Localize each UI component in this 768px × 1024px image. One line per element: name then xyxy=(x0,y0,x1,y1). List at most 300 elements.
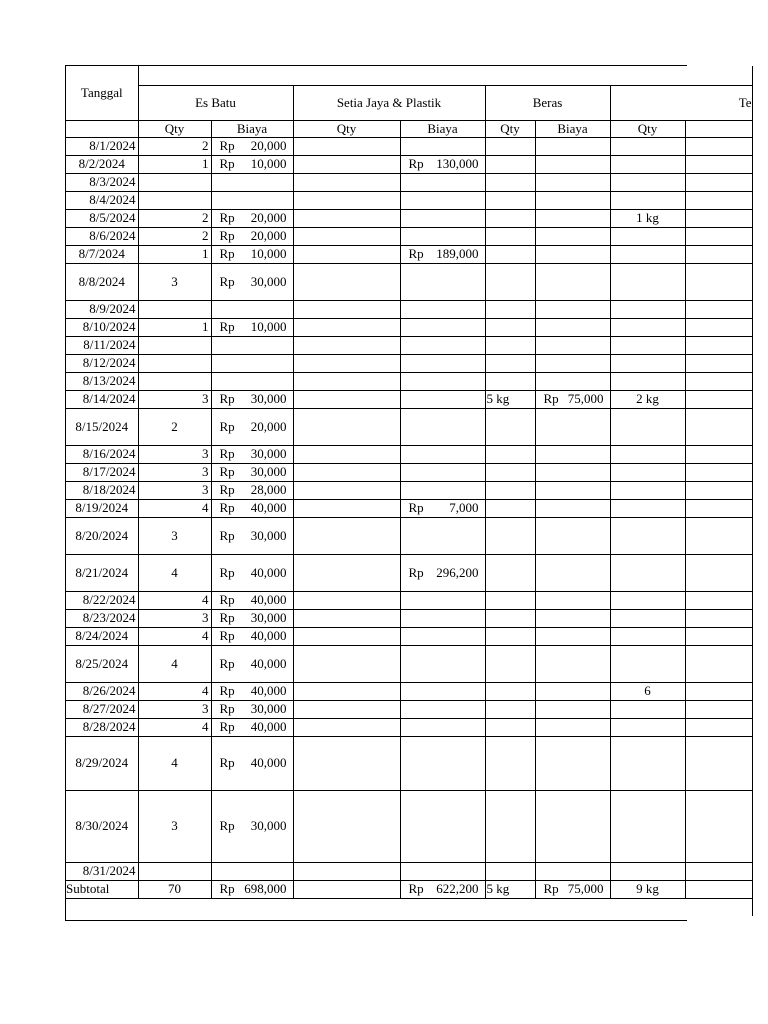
es-batu-cost-cell[interactable] xyxy=(211,554,293,591)
setia-jaya-qty-cell[interactable] xyxy=(293,627,400,645)
subheader-qty xyxy=(138,120,211,137)
te-qty-cell[interactable] xyxy=(610,137,685,155)
setia-jaya-qty-cell[interactable] xyxy=(293,718,400,736)
date-text: 8/21/2024 xyxy=(75,564,129,580)
setia-jaya-cost-cell[interactable] xyxy=(400,445,485,463)
currency-label: Rp xyxy=(219,683,235,698)
beras-cost-cell[interactable] xyxy=(535,499,610,517)
header-text: Tanggal xyxy=(80,84,123,100)
date-cell[interactable] xyxy=(66,517,138,554)
table-row xyxy=(66,300,752,318)
setia-jaya-qty-cell[interactable] xyxy=(293,336,400,354)
es-batu-cost-cell[interactable] xyxy=(211,609,293,627)
beras-qty-cell[interactable] xyxy=(485,445,535,463)
te-qty-cell[interactable] xyxy=(610,300,685,318)
es-batu-cost-cell[interactable] xyxy=(211,173,293,191)
setia-jaya-qty-cell[interactable] xyxy=(293,554,400,591)
te-qty-cell[interactable] xyxy=(610,736,685,790)
es-batu-qty-total[interactable] xyxy=(138,880,211,898)
date-cell[interactable] xyxy=(66,372,138,390)
currency-label: Rp xyxy=(219,464,235,479)
table-row xyxy=(66,245,752,263)
beras-cost-total[interactable] xyxy=(535,880,610,898)
qty-text: 4 xyxy=(202,500,209,515)
table-row xyxy=(66,445,752,463)
beras-qty-cell[interactable] xyxy=(485,227,535,245)
date-cell[interactable] xyxy=(66,736,138,790)
date-cell[interactable] xyxy=(66,862,138,880)
te-qty-cell[interactable] xyxy=(610,191,685,209)
setia-jaya-cost-cell[interactable] xyxy=(400,862,485,880)
date-cell[interactable] xyxy=(66,554,138,591)
es-batu-qty-cell[interactable] xyxy=(138,372,211,390)
beras-qty-cell[interactable] xyxy=(485,408,535,445)
setia-jaya-qty-cell[interactable] xyxy=(293,736,400,790)
es-batu-qty-cell[interactable] xyxy=(138,627,211,645)
beras-cost-cell[interactable] xyxy=(535,481,610,499)
es-batu-qty-cell[interactable] xyxy=(138,300,211,318)
es-batu-qty-cell[interactable] xyxy=(138,609,211,627)
date-cell[interactable] xyxy=(66,609,138,627)
setia-jaya-cost-cell[interactable] xyxy=(400,591,485,609)
beras-qty-cell[interactable] xyxy=(485,209,535,227)
es-batu-cost-total[interactable] xyxy=(211,880,293,898)
es-batu-cost-cell[interactable] xyxy=(211,336,293,354)
table-row xyxy=(66,499,752,517)
date-cell[interactable] xyxy=(66,336,138,354)
beras-qty-cell[interactable] xyxy=(485,390,535,408)
setia-jaya-qty-cell[interactable] xyxy=(293,318,400,336)
setia-jaya-cost-cell[interactable] xyxy=(400,390,485,408)
setia-jaya-qty-cell[interactable] xyxy=(293,790,400,862)
beras-cost-cell[interactable] xyxy=(535,790,610,862)
table-row xyxy=(66,318,752,336)
beras-qty-cell[interactable] xyxy=(485,645,535,682)
beras-qty-cell[interactable] xyxy=(485,591,535,609)
beras-cost-cell[interactable] xyxy=(535,700,610,718)
setia-jaya-qty-cell[interactable] xyxy=(293,227,400,245)
hidden-cell xyxy=(685,445,752,463)
setia-jaya-cost-cell[interactable] xyxy=(400,372,485,390)
es-batu-cost-cell[interactable] xyxy=(211,463,293,481)
hidden-cell xyxy=(685,318,752,336)
te-qty-cell[interactable] xyxy=(610,227,685,245)
es-batu-cost-cell[interactable] xyxy=(211,155,293,173)
beras-cost-cell[interactable] xyxy=(535,390,610,408)
beras-qty-cell[interactable] xyxy=(485,499,535,517)
beras-cost-cell[interactable] xyxy=(535,209,610,227)
es-batu-qty-cell[interactable] xyxy=(138,191,211,209)
te-qty-cell[interactable] xyxy=(610,481,685,499)
setia-jaya-qty-total[interactable] xyxy=(293,880,400,898)
beras-cost-cell[interactable] xyxy=(535,155,610,173)
setia-jaya-qty-cell[interactable] xyxy=(293,517,400,554)
date-cell[interactable] xyxy=(66,481,138,499)
te-qty-cell[interactable] xyxy=(610,263,685,300)
setia-jaya-qty-cell[interactable] xyxy=(293,263,400,300)
qty-text: 1 xyxy=(202,319,209,334)
qty-text: 4 xyxy=(202,719,209,734)
amount-value: 40,000 xyxy=(250,719,287,734)
table-row xyxy=(66,191,752,209)
date-text: 8/19/2024 xyxy=(75,500,129,515)
beras-cost-cell[interactable] xyxy=(535,645,610,682)
setia-jaya-qty-cell[interactable] xyxy=(293,700,400,718)
es-batu-qty-cell[interactable] xyxy=(138,463,211,481)
beras-qty-cell[interactable] xyxy=(485,627,535,645)
beras-cost-cell[interactable] xyxy=(535,609,610,627)
setia-jaya-qty-cell[interactable] xyxy=(293,137,400,155)
es-batu-cost-cell[interactable] xyxy=(211,245,293,263)
date-cell[interactable] xyxy=(66,700,138,718)
es-batu-cost-cell[interactable] xyxy=(211,227,293,245)
beras-qty-cell[interactable] xyxy=(485,245,535,263)
es-batu-cost-cell[interactable] xyxy=(211,736,293,790)
beras-cost-cell[interactable] xyxy=(535,517,610,554)
qty-text: 5 kg xyxy=(486,391,510,406)
te-qty-cell[interactable] xyxy=(610,463,685,481)
beras-qty-cell[interactable] xyxy=(485,372,535,390)
beras-cost-cell[interactable] xyxy=(535,736,610,790)
setia-jaya-cost-cell[interactable] xyxy=(400,682,485,700)
beras-cost-cell[interactable] xyxy=(535,682,610,700)
es-batu-qty-cell[interactable] xyxy=(138,517,211,554)
date-cell[interactable] xyxy=(66,627,138,645)
beras-qty-cell[interactable] xyxy=(485,318,535,336)
date-cell[interactable] xyxy=(66,354,138,372)
setia-jaya-cost-cell[interactable] xyxy=(400,318,485,336)
te-qty-cell[interactable] xyxy=(610,718,685,736)
es-batu-qty-cell[interactable] xyxy=(138,554,211,591)
es-batu-cost-cell[interactable] xyxy=(211,790,293,862)
setia-jaya-qty-cell[interactable] xyxy=(293,173,400,191)
date-cell[interactable] xyxy=(66,300,138,318)
subheader-biaya xyxy=(535,120,610,137)
setia-jaya-qty-cell[interactable] xyxy=(293,445,400,463)
beras-qty-cell[interactable] xyxy=(485,354,535,372)
date-cell[interactable] xyxy=(66,790,138,862)
currency-label: Rp xyxy=(219,210,235,225)
beras-qty-cell[interactable] xyxy=(485,481,535,499)
es-batu-qty-cell[interactable] xyxy=(138,408,211,445)
beras-qty-cell[interactable] xyxy=(485,790,535,862)
setia-jaya-qty-cell[interactable] xyxy=(293,209,400,227)
es-batu-cost-cell[interactable] xyxy=(211,318,293,336)
te-qty-total[interactable] xyxy=(610,880,685,898)
es-batu-cost-cell[interactable] xyxy=(211,372,293,390)
setia-jaya-qty-cell[interactable] xyxy=(293,390,400,408)
beras-cost-cell[interactable] xyxy=(535,245,610,263)
es-batu-cost-cell[interactable] xyxy=(211,499,293,517)
es-batu-cost-cell[interactable] xyxy=(211,517,293,554)
beras-cost-cell[interactable] xyxy=(535,191,610,209)
es-batu-cost-cell[interactable] xyxy=(211,137,293,155)
es-batu-qty-cell[interactable] xyxy=(138,336,211,354)
table-row xyxy=(66,390,752,408)
setia-jaya-cost-cell[interactable] xyxy=(400,245,485,263)
setia-jaya-cost-cell[interactable] xyxy=(400,137,485,155)
setia-jaya-cost-cell[interactable] xyxy=(400,627,485,645)
es-batu-qty-cell[interactable] xyxy=(138,499,211,517)
te-qty-cell[interactable] xyxy=(610,318,685,336)
te-qty-cell[interactable] xyxy=(610,245,685,263)
setia-jaya-cost-cell[interactable] xyxy=(400,336,485,354)
date-cell[interactable] xyxy=(66,209,138,227)
es-batu-qty-cell[interactable] xyxy=(138,173,211,191)
beras-cost-cell[interactable] xyxy=(535,862,610,880)
setia-jaya-cost-cell[interactable] xyxy=(400,155,485,173)
beras-qty-cell[interactable] xyxy=(485,137,535,155)
es-batu-qty-cell[interactable] xyxy=(138,862,211,880)
table-row xyxy=(66,517,752,554)
date-cell[interactable] xyxy=(66,408,138,445)
te-qty-cell[interactable] xyxy=(610,336,685,354)
es-batu-qty-cell[interactable] xyxy=(138,227,211,245)
setia-jaya-qty-cell[interactable] xyxy=(293,408,400,445)
setia-jaya-qty-cell[interactable] xyxy=(293,300,400,318)
es-batu-cost-cell[interactable] xyxy=(211,645,293,682)
amount-value: 7,000 xyxy=(449,500,479,515)
te-qty-cell[interactable] xyxy=(610,645,685,682)
date-cell[interactable] xyxy=(66,263,138,300)
date-cell[interactable] xyxy=(66,499,138,517)
amount-value: 189,000 xyxy=(436,246,479,261)
beras-qty-cell[interactable] xyxy=(485,700,535,718)
date-cell[interactable] xyxy=(66,245,138,263)
te-qty-cell[interactable] xyxy=(610,209,685,227)
date-cell[interactable] xyxy=(66,591,138,609)
date-cell[interactable] xyxy=(66,173,138,191)
es-batu-cost-cell[interactable] xyxy=(211,390,293,408)
es-batu-qty-cell[interactable] xyxy=(138,209,211,227)
te-qty-cell[interactable] xyxy=(610,372,685,390)
beras-qty-cell[interactable] xyxy=(485,300,535,318)
beras-qty-cell[interactable] xyxy=(485,336,535,354)
beras-cost-cell[interactable] xyxy=(535,318,610,336)
date-cell[interactable] xyxy=(66,191,138,209)
setia-jaya-qty-cell[interactable] xyxy=(293,481,400,499)
beras-cost-cell[interactable] xyxy=(535,445,610,463)
es-batu-cost-cell[interactable] xyxy=(211,209,293,227)
setia-jaya-qty-cell[interactable] xyxy=(293,862,400,880)
es-batu-qty-cell[interactable] xyxy=(138,700,211,718)
es-batu-qty-cell[interactable] xyxy=(138,245,211,263)
te-qty-cell[interactable] xyxy=(610,408,685,445)
beras-qty-cell[interactable] xyxy=(485,682,535,700)
amount-value: 30,000 xyxy=(250,527,287,543)
te-qty-cell[interactable] xyxy=(610,554,685,591)
setia-jaya-qty-cell[interactable] xyxy=(293,463,400,481)
setia-jaya-qty-cell[interactable] xyxy=(293,609,400,627)
es-batu-cost-cell[interactable] xyxy=(211,682,293,700)
setia-jaya-qty-cell[interactable] xyxy=(293,155,400,173)
es-batu-cost-cell[interactable] xyxy=(211,445,293,463)
es-batu-cost-cell[interactable] xyxy=(211,862,293,880)
te-qty-cell[interactable] xyxy=(610,445,685,463)
date-cell[interactable] xyxy=(66,645,138,682)
setia-jaya-cost-cell[interactable] xyxy=(400,517,485,554)
setia-jaya-cost-cell[interactable] xyxy=(400,736,485,790)
te-qty-cell[interactable] xyxy=(610,790,685,862)
setia-jaya-cost-cell[interactable] xyxy=(400,191,485,209)
setia-jaya-qty-cell[interactable] xyxy=(293,645,400,682)
beras-cost-cell[interactable] xyxy=(535,263,610,300)
qty-text: 3 xyxy=(202,701,209,716)
setia-jaya-cost-cell[interactable] xyxy=(400,718,485,736)
es-batu-qty-cell[interactable] xyxy=(138,263,211,300)
es-batu-qty-cell[interactable] xyxy=(138,682,211,700)
date-cell[interactable] xyxy=(66,390,138,408)
beras-cost-cell[interactable] xyxy=(535,408,610,445)
qty-text: 1 kg xyxy=(636,210,659,225)
es-batu-qty-cell[interactable] xyxy=(138,718,211,736)
beras-qty-cell[interactable] xyxy=(485,718,535,736)
setia-jaya-cost-total[interactable] xyxy=(400,880,485,898)
beras-qty-cell[interactable] xyxy=(485,155,535,173)
date-cell[interactable] xyxy=(66,318,138,336)
te-qty-cell[interactable] xyxy=(610,700,685,718)
es-batu-cost-cell[interactable] xyxy=(211,627,293,645)
setia-jaya-cost-cell[interactable] xyxy=(400,499,485,517)
beras-qty-cell[interactable] xyxy=(485,191,535,209)
es-batu-cost-cell[interactable] xyxy=(211,300,293,318)
te-qty-cell[interactable] xyxy=(610,862,685,880)
date-cell[interactable] xyxy=(66,227,138,245)
beras-cost-cell[interactable] xyxy=(535,627,610,645)
beras-qty-cell[interactable] xyxy=(485,517,535,554)
table-row xyxy=(66,481,752,499)
beras-qty-cell[interactable] xyxy=(485,554,535,591)
setia-jaya-cost-cell[interactable] xyxy=(400,173,485,191)
setia-jaya-cost-cell[interactable] xyxy=(400,700,485,718)
beras-qty-cell[interactable] xyxy=(485,862,535,880)
table-row xyxy=(66,354,752,372)
beras-qty-cell[interactable] xyxy=(485,463,535,481)
date-cell[interactable] xyxy=(66,445,138,463)
beras-cost-cell[interactable] xyxy=(535,173,610,191)
setia-jaya-cost-cell[interactable] xyxy=(400,354,485,372)
es-batu-qty-cell[interactable] xyxy=(138,591,211,609)
es-batu-qty-cell[interactable] xyxy=(138,137,211,155)
es-batu-cost-cell[interactable] xyxy=(211,408,293,445)
es-batu-qty-cell[interactable] xyxy=(138,390,211,408)
es-batu-qty-cell[interactable] xyxy=(138,318,211,336)
beras-cost-cell[interactable] xyxy=(535,300,610,318)
setia-jaya-cost-cell[interactable] xyxy=(400,209,485,227)
te-qty-cell[interactable] xyxy=(610,155,685,173)
amount-value: 296,200 xyxy=(436,564,479,580)
amount-value: 40,000 xyxy=(250,683,287,698)
setia-jaya-cost-cell[interactable] xyxy=(400,609,485,627)
beras-cost-cell[interactable] xyxy=(535,227,610,245)
es-batu-cost-cell[interactable] xyxy=(211,263,293,300)
es-batu-cost-cell[interactable] xyxy=(211,700,293,718)
hidden-cell xyxy=(685,155,752,173)
es-batu-qty-cell[interactable] xyxy=(138,736,211,790)
group-header-setia-jaya xyxy=(293,85,485,120)
es-batu-cost-cell[interactable] xyxy=(211,354,293,372)
setia-jaya-cost-cell[interactable] xyxy=(400,463,485,481)
beras-qty-cell[interactable] xyxy=(485,736,535,790)
beras-cost-cell[interactable] xyxy=(535,554,610,591)
setia-jaya-qty-cell[interactable] xyxy=(293,354,400,372)
setia-jaya-cost-cell[interactable] xyxy=(400,645,485,682)
date-text: 8/15/2024 xyxy=(75,418,129,434)
beras-cost-cell[interactable] xyxy=(535,372,610,390)
qty-text: 3 xyxy=(171,818,178,833)
beras-qty-cell[interactable] xyxy=(485,173,535,191)
date-text: 8/12/2024 xyxy=(82,355,136,370)
te-qty-cell[interactable] xyxy=(610,627,685,645)
setia-jaya-cost-cell[interactable] xyxy=(400,300,485,318)
date-cell[interactable] xyxy=(66,137,138,155)
es-batu-qty-cell[interactable] xyxy=(138,155,211,173)
setia-jaya-cost-cell[interactable] xyxy=(400,554,485,591)
beras-qty-cell[interactable] xyxy=(485,609,535,627)
setia-jaya-qty-cell[interactable] xyxy=(293,372,400,390)
date-cell[interactable] xyxy=(66,682,138,700)
setia-jaya-qty-cell[interactable] xyxy=(293,682,400,700)
amount-value: 30,000 xyxy=(250,464,287,479)
beras-qty-cell[interactable] xyxy=(485,263,535,300)
date-cell[interactable] xyxy=(66,155,138,173)
setia-jaya-cost-cell[interactable] xyxy=(400,408,485,445)
te-qty-cell[interactable] xyxy=(610,173,685,191)
setia-jaya-cost-cell[interactable] xyxy=(400,263,485,300)
date-text: 8/28/2024 xyxy=(82,719,136,734)
es-batu-cost-cell[interactable] xyxy=(211,591,293,609)
date-cell[interactable] xyxy=(66,718,138,736)
header-text: Qty xyxy=(336,120,357,136)
te-qty-cell[interactable] xyxy=(610,499,685,517)
qty-text: 4 xyxy=(171,655,178,671)
te-qty-cell[interactable] xyxy=(610,354,685,372)
hidden-cell xyxy=(685,591,752,609)
es-batu-qty-cell[interactable] xyxy=(138,481,211,499)
te-qty-cell[interactable] xyxy=(610,609,685,627)
es-batu-cost-cell[interactable] xyxy=(211,481,293,499)
setia-jaya-cost-cell[interactable] xyxy=(400,227,485,245)
beras-cost-cell[interactable] xyxy=(535,718,610,736)
beras-cost-cell[interactable] xyxy=(535,137,610,155)
beras-qty-total[interactable] xyxy=(485,880,535,898)
te-qty-cell[interactable] xyxy=(610,591,685,609)
te-qty-cell[interactable] xyxy=(610,517,685,554)
hidden-cell xyxy=(685,554,752,591)
es-batu-qty-cell[interactable] xyxy=(138,445,211,463)
es-batu-qty-cell[interactable] xyxy=(138,790,211,862)
beras-cost-cell[interactable] xyxy=(535,591,610,609)
es-batu-qty-cell[interactable] xyxy=(138,645,211,682)
date-cell[interactable] xyxy=(66,463,138,481)
es-batu-cost-cell[interactable] xyxy=(211,191,293,209)
setia-jaya-qty-cell[interactable] xyxy=(293,591,400,609)
currency-label: Rp xyxy=(219,500,235,515)
setia-jaya-cost-cell[interactable] xyxy=(400,790,485,862)
setia-jaya-qty-cell[interactable] xyxy=(293,191,400,209)
beras-cost-cell[interactable] xyxy=(535,336,610,354)
te-qty-cell[interactable] xyxy=(610,682,685,700)
beras-cost-cell[interactable] xyxy=(535,463,610,481)
setia-jaya-qty-cell[interactable] xyxy=(293,499,400,517)
te-qty-cell[interactable] xyxy=(610,390,685,408)
es-batu-qty-cell[interactable] xyxy=(138,354,211,372)
es-batu-cost-cell[interactable] xyxy=(211,718,293,736)
setia-jaya-cost-cell[interactable] xyxy=(400,481,485,499)
setia-jaya-qty-cell[interactable] xyxy=(293,245,400,263)
beras-cost-cell[interactable] xyxy=(535,354,610,372)
header-text: Biaya xyxy=(557,120,588,136)
